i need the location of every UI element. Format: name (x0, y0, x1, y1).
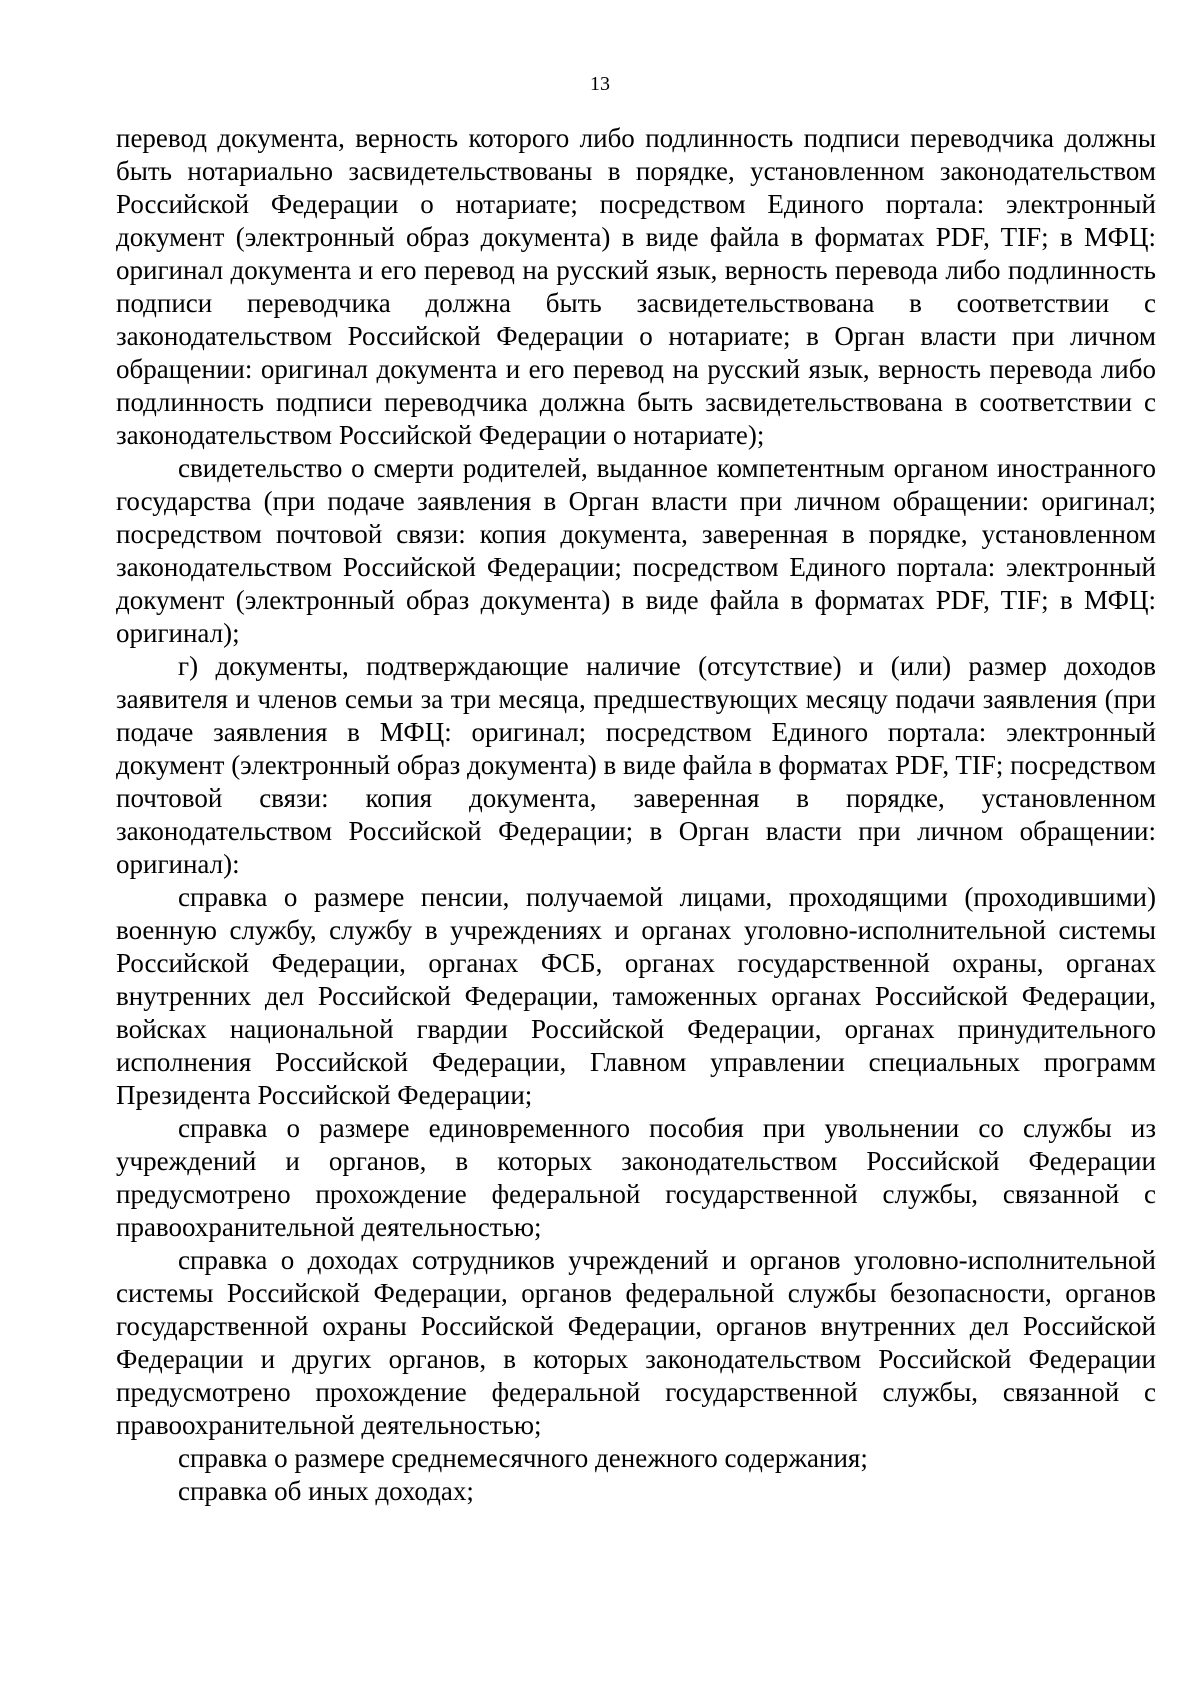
document-body (116, 122, 1156, 1508)
paragraph-pension-certificate: справка о размере пенсии, получаемой лицами, проходящими (проходившими) военную службу, службу в учреждениях и органах уголовно-исполнительной системы Российской Федерации, органах ФСБ, органах государственной охраны, органах внутренних дел Российской Федерации, таможенных органах Российской Федерации, войсках национальной гвардии Российской Федерации, органах принудительного исполнения Российской Федерации, Главном управлении специальных программ Президента Российской Федерации; (116, 882, 1156, 1110)
paragraph-employee-income-certificate: справка о доходах сотрудников учреждений и органов уголовно-исполнительной системы Российской Федерации, органов федеральной службы безопасности, органов государственной охраны Российской Федерации, органов внутренних дел Российской Федерации и других органов, в которых законодательством Российской Федерации предусмотрено прохождение федеральной государственной службы, связанной с правоохранительной деятельностью; (116, 1245, 1156, 1440)
paragraph-translation-requirements: перевод документа, верность которого либо подлинность подписи переводчика должны быть нотариально засвидетельствованы в порядке, установленном законодательством Российской Федерации о нотариате; посредством Единого портала: электронный документ (электронный образ документа) в виде файла в форматах PDF, TIF; в МФЦ: оригинал документа и его перевод на русский язык, верность перевода либо подлинность подписи переводчика должна быть засвидетельствована в соответствии с законодательством Российской Федерации о нотариате; в Орган власти при личном обращении: оригинал документа и его перевод на русский язык, верность перевода либо подлинность подписи переводчика должна быть засвидетельствована в соответствии с законодательством Российской Федерации о нотариате); (116, 123, 1156, 450)
paragraph-death-certificate: свидетельство о смерти родителей, выданное компетентным органом иностранного государства (при подаче заявления в Орган власти при личном обращении: оригинал; посредством почтовой связи: копия документа, заверенная в порядке, установленном законодательством Российской Федерации; посредством Единого портала: электронный документ (электронный образ документа) в виде файла в форматах PDF, TIF; в МФЦ: оригинал); (116, 453, 1156, 648)
paragraph-other-income: справка об иных доходах; (178, 1476, 474, 1506)
page-number: 13 (590, 73, 610, 95)
paragraph-dismissal-allowance-certificate: справка о размере единовременного пособия при увольнении со службы из учреждений и органов, в которых законодательством Российской Федерации предусмотрено прохождение федеральной государственной службы, связанной с правоохранительной деятельностью; (116, 1113, 1156, 1242)
paragraph-average-monthly-allowance: справка о размере среднемесячного денежного содержания; (178, 1443, 868, 1473)
paragraph-income-documents: г) документы, подтверждающие наличие (отсутствие) и (или) размер доходов заявителя и членов семьи за три месяца, предшествующих месяцу подачи заявления (при подаче заявления в МФЦ: оригинал; посредством Единого портала: электронный документ (электронный образ документа) в виде файла в форматах PDF, TIF; посредством почтовой связи: копия документа, заверенная в порядке, установленном законодательством Российской Федерации; в Орган власти при личном обращении: оригинал): (116, 651, 1156, 879)
